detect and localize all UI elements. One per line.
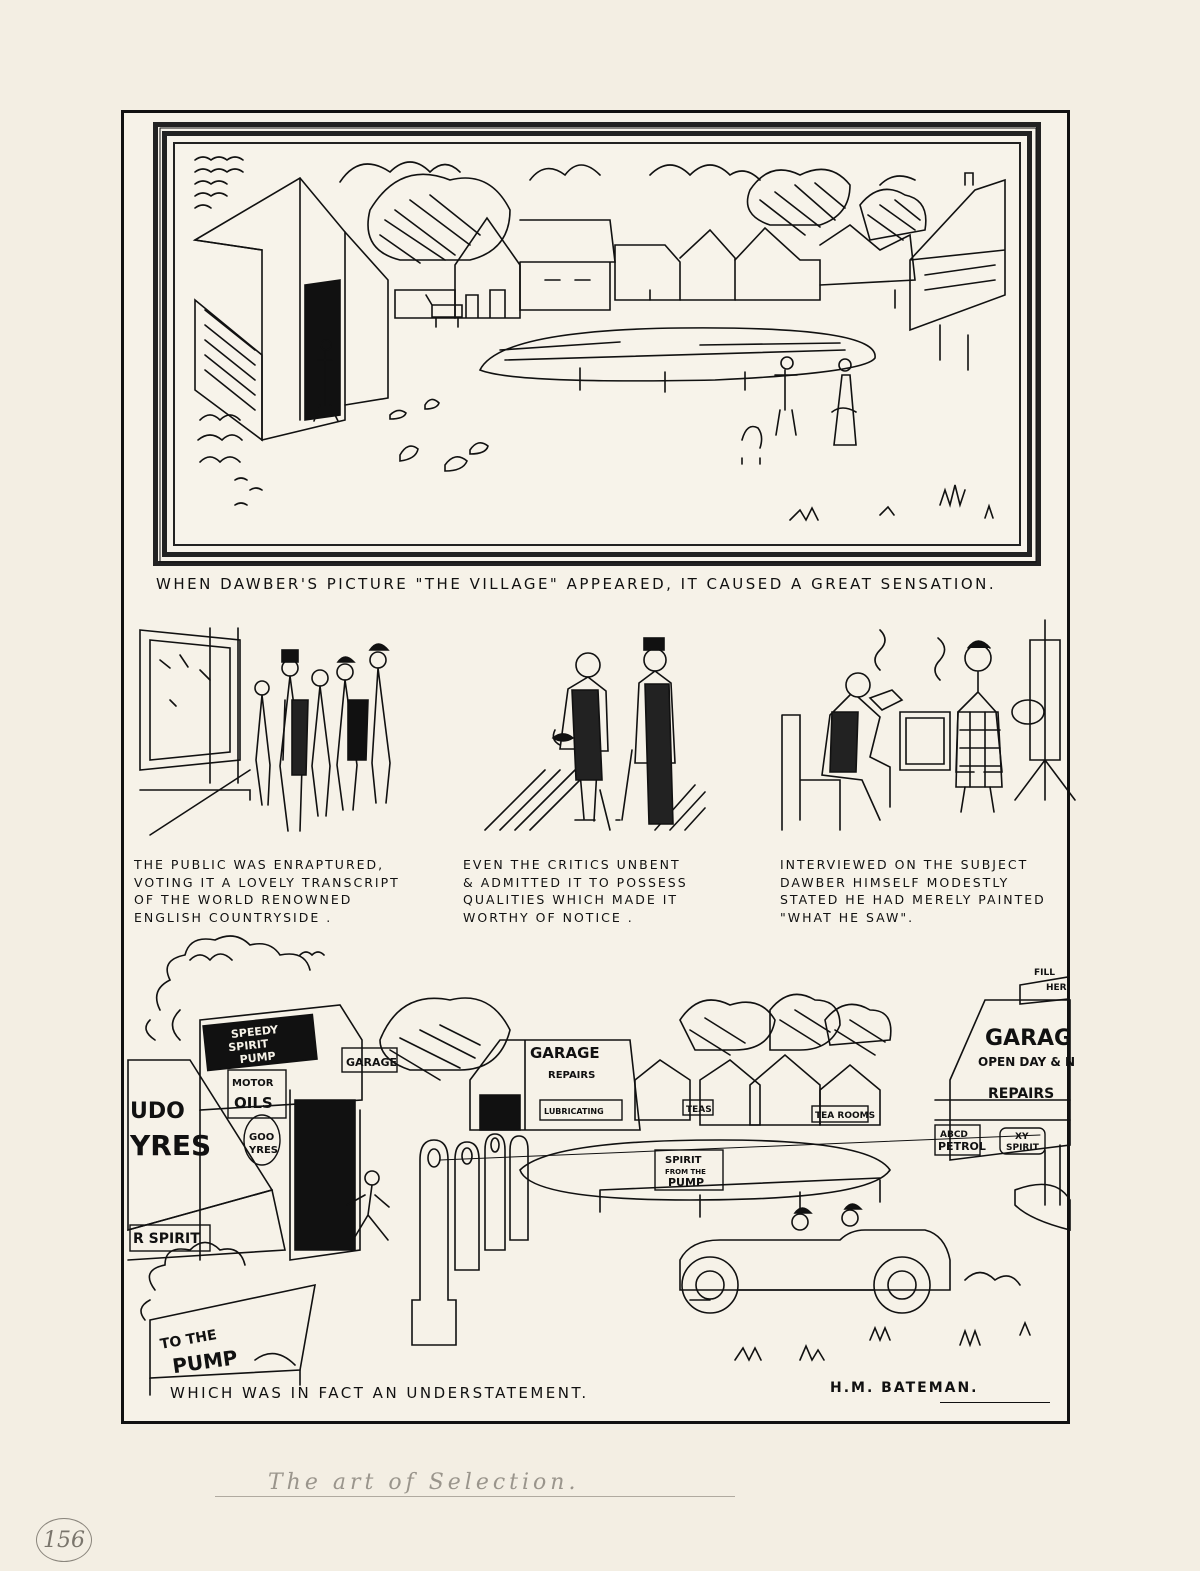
caption-interview: INTERVIEWED ON THE SUBJECT DAWBER HIMSELF MODESTLY STATED HE HAD MERELY PAINTED "WHAT HE SAW". (780, 857, 1046, 925)
speedy-label: SPEEDY (230, 1023, 279, 1041)
page-number-circle (36, 1518, 92, 1562)
caption-bottom: WHICH WAS IN FACT AN UNDERSTATEMENT. (170, 1384, 589, 1402)
garage-right-label: GARAG (985, 1026, 1073, 1051)
to-the-label: TO THE (158, 1327, 218, 1353)
r-spirit-label: R SPIRIT (133, 1231, 200, 1247)
caption-critics: EVEN THE CRITICS UNBENT & ADMITTED IT TO POSSESS QUALITIES WHICH MADE IT WORTHY OF NOTICE . (463, 857, 688, 925)
oils-label: OILS (234, 1094, 273, 1112)
udo-label: UDO (130, 1099, 185, 1124)
spirit-right-label: SPIRIT (1006, 1143, 1039, 1153)
goo-label: GOO (249, 1132, 275, 1143)
fill-label: FILL (1034, 968, 1055, 978)
caption-public: THE PUBLIC WAS ENRAPTURED, VOTING IT A LOVELY TRANSCRIPT OF THE WORLD RENOWNED ENGLISH COUNTRYSIDE . (134, 857, 400, 925)
here-label: HER (1046, 983, 1067, 993)
open-day-label: OPEN DAY & N (978, 1055, 1076, 1069)
pump-center-label: PUMP (668, 1176, 705, 1189)
repairs-small-label: REPAIRS (548, 1070, 596, 1081)
garage-hanging-label: GARAGE (346, 1056, 398, 1069)
abcd-label: ABCD (940, 1130, 968, 1140)
tea-rooms-label: TEA ROOMS (815, 1111, 876, 1121)
repairs-right-label: REPAIRS (988, 1086, 1055, 1102)
xy-label: XY (1015, 1132, 1029, 1142)
motor-label: MOTOR (232, 1078, 274, 1089)
teas-label: TEAS (686, 1105, 712, 1115)
signature-underline (940, 1402, 1050, 1403)
spirit-label: SPIRIT (227, 1037, 270, 1055)
tyres-label: YRES (130, 1129, 212, 1162)
garage-main-label: GARAGE (530, 1044, 600, 1062)
spirit-from-label: SPIRIT (665, 1155, 702, 1166)
pump-label: PUMP (239, 1049, 277, 1067)
pencil-title-line (215, 1496, 735, 1497)
petrol-label: PETROL (938, 1140, 986, 1153)
caption-top: WHEN DAWBER'S PICTURE "THE VILLAGE" APPEARED, IT CAUSED A GREAT SENSATION. (156, 575, 997, 593)
artist-signature: H.M. BATEMAN. (830, 1380, 979, 1396)
yres-small-label: YRES (249, 1145, 278, 1156)
from-the-label: FROM THE (665, 1168, 706, 1176)
pump-sign-label: PUMP (170, 1345, 240, 1379)
page-number: 156 (43, 1527, 85, 1553)
lubricating-label: LUBRICATING (544, 1107, 604, 1116)
pencil-title: The art of Selection. (268, 1470, 580, 1495)
